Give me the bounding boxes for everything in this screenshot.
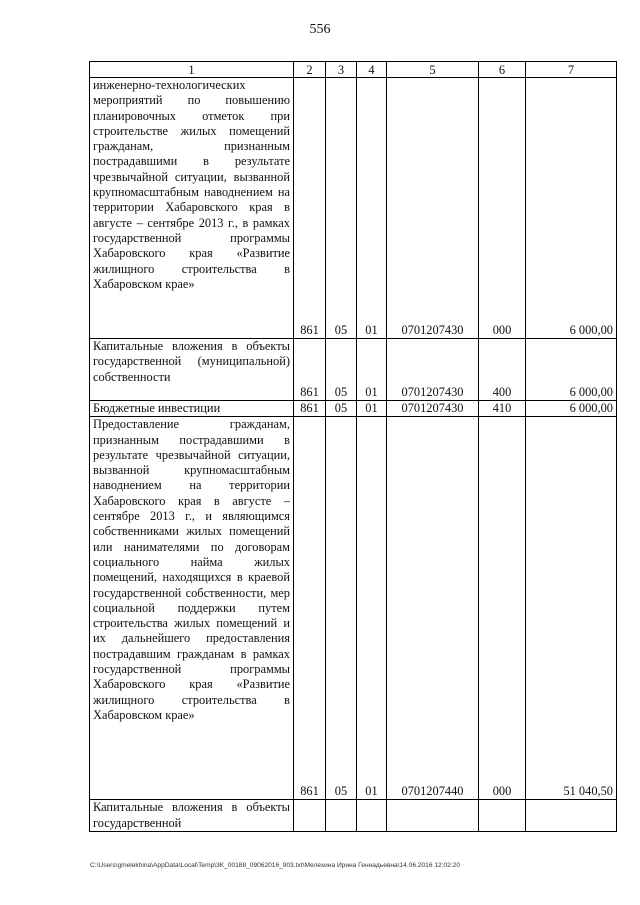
table-row (90, 800, 617, 832)
table-header-row (90, 62, 617, 78)
table-row (90, 417, 617, 800)
header-cell: 1 (90, 62, 294, 78)
row-description: Капитальные вложения в объекты государственной (муниципальной) собственности (90, 339, 294, 401)
cell-expense-type (479, 800, 526, 832)
table-row (90, 401, 617, 417)
budget-table (89, 61, 617, 832)
table-row (90, 339, 617, 401)
cell-ministry-code: 861 (294, 339, 326, 401)
cell-ministry-code (294, 800, 326, 832)
page-number: 556 (309, 22, 331, 37)
cell-subsection: 01 (357, 417, 387, 800)
header-cell: 5 (387, 62, 479, 78)
cell-expense-type: 410 (479, 401, 526, 417)
cell-subsection: 01 (357, 401, 387, 417)
row-description: Бюджетные инвестиции (90, 401, 294, 417)
cell-target-article: 0701207440 (387, 417, 479, 800)
cell-amount: 6 000,00 (526, 401, 617, 417)
cell-section: 05 (326, 401, 357, 417)
file-path-footer: C:\Users\gmelekhina\AppData\Local\Temp\3K_00188_09062016_903.txt\Мелехина Ирина Геннадьевна\14.06.2016 12:02:20 (90, 862, 461, 869)
cell-target-article: 0701207430 (387, 339, 479, 401)
cell-subsection: 01 (357, 78, 387, 339)
cell-ministry-code: 861 (294, 401, 326, 417)
cell-target-article (387, 800, 479, 832)
cell-target-article: 0701207430 (387, 401, 479, 417)
cell-section (326, 800, 357, 832)
row-description: инженерно-технологических мероприятий по повышению планировочных отметок при строительстве жилых помещений гражданам, признанным пострадавшими в результате чрезвычайной ситуации, вызванной крупномасштабным наводнением на территории Хабаровского края в августе – сентябре 2013 г., в рамках государственной программы Хабаровского края «Развитие жилищного строительства в Хабаровском крае» (90, 78, 294, 339)
cell-amount: 6 000,00 (526, 78, 617, 339)
row-description: Капитальные вложения в объекты государственной (90, 800, 294, 832)
header-cell: 7 (526, 62, 617, 78)
header-cell: 3 (326, 62, 357, 78)
cell-target-article: 0701207430 (387, 78, 479, 339)
header-cell: 2 (294, 62, 326, 78)
cell-amount: 6 000,00 (526, 339, 617, 401)
table-row (90, 78, 617, 339)
cell-section: 05 (326, 78, 357, 339)
cell-ministry-code: 861 (294, 78, 326, 339)
cell-ministry-code: 861 (294, 417, 326, 800)
cell-expense-type: 000 (479, 417, 526, 800)
cell-section: 05 (326, 339, 357, 401)
header-cell: 4 (357, 62, 387, 78)
cell-expense-type: 400 (479, 339, 526, 401)
cell-amount (526, 800, 617, 832)
cell-amount: 51 040,50 (526, 417, 617, 800)
cell-expense-type: 000 (479, 78, 526, 339)
cell-section: 05 (326, 417, 357, 800)
cell-subsection: 01 (357, 339, 387, 401)
row-description: Предоставление гражданам, признанным пострадавшими в результате чрезвычайной ситуации, вызванной крупномасштабным наводнением на территории Хабаровского края в августе – сентябре 2013 г., и являющимся собственниками жилых помещений или нанимателями по договорам социального найма жилых помещений, находящихся в краевой государственной собственности, мер социальной поддержки путем строительства жилых помещений и их дальнейшего предоставления пострадавшим гражданам в рамках государственной программы Хабаровского края «Развитие жилищного строительства в Хабаровском крае» (90, 417, 294, 800)
cell-subsection (357, 800, 387, 832)
header-cell: 6 (479, 62, 526, 78)
